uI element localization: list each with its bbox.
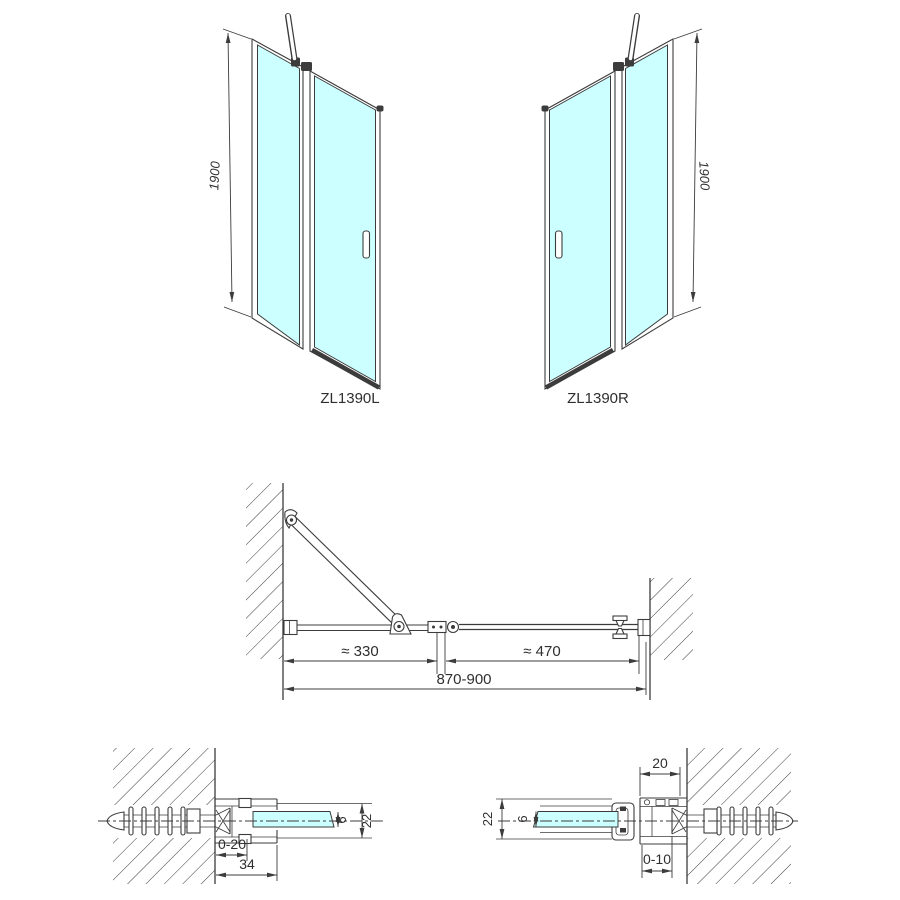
wall-hatch-right [650,578,693,660]
adjust-range-value: 0-10 [642,851,672,867]
hinge-cap [301,62,312,71]
elevation-left [206,16,383,408]
glass-section [534,812,619,828]
height-dimension-left [206,29,251,317]
height-value-right: 1900 [696,160,713,191]
door-panel-glass [315,76,376,382]
hinge-cap [613,62,624,71]
door-panel-glass [550,76,611,382]
elevation-right [542,16,713,408]
door-handle [556,231,563,258]
profile-depth-value: 22 [359,813,374,829]
plan-dimensions [284,633,646,695]
pivot-support-arm [285,510,411,634]
detail-door-profile [480,748,799,884]
fixed-panel-glass [626,45,668,345]
wall-mount-knob [613,616,627,639]
wall-profile-plan [638,620,650,636]
adjust-range-value: 0-20 [217,836,247,852]
door-width-value: ≈ 470 [523,643,561,660]
profile-width-value: 34 [239,856,255,872]
frame-cap [377,106,384,112]
plan-view [246,483,693,700]
fixed-width-value: ≈ 330 [341,643,379,660]
height-dimension-right [674,29,713,317]
wall-bracket [284,621,297,635]
fixed-panel-glass [258,45,300,345]
model-label-left: ZL1390L [320,390,380,407]
profile-depth-value: 22 [480,811,495,827]
frame-cap [542,106,549,112]
support-bar [288,16,295,60]
height-value-left: 1900 [206,160,223,191]
detail-wall-profile [98,748,385,884]
door-panel-plan [459,621,638,633]
total-width-value: 870-900 [436,671,492,688]
profile-width-value: 20 [652,755,668,771]
wall-hatch-left [246,483,283,659]
glass-thickness-value: 6 [334,816,349,824]
glass-section [253,812,334,828]
support-bar [631,16,638,60]
door-handle [363,231,370,258]
glass-thickness-value: 6 [515,815,530,823]
hinge-plan [428,622,459,633]
model-label-right: ZL1390R [567,390,629,407]
